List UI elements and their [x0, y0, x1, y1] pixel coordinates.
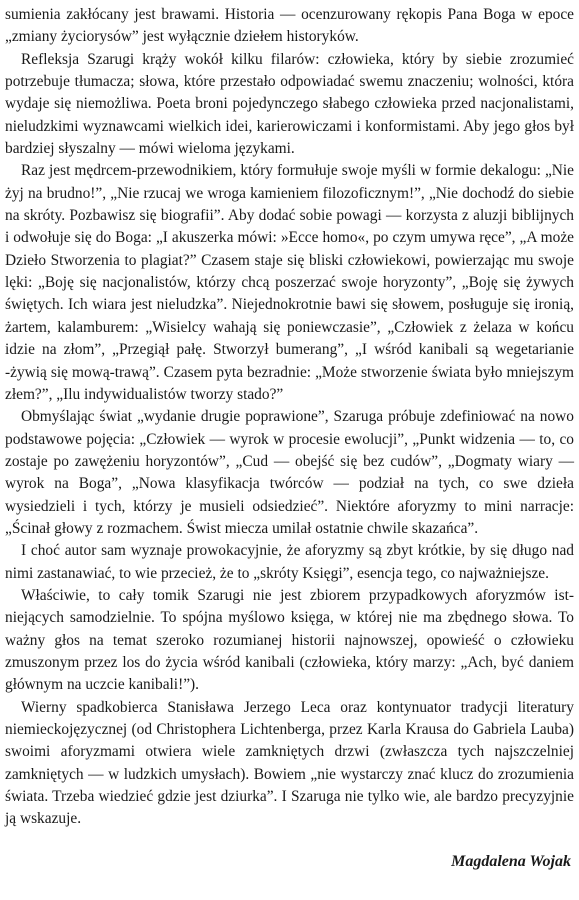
- paragraph-heir-of-lec: Wierny spadkobierca Stanisława Jerzego Leca oraz kontynuator tradycji literatury niemieckojęzycznej (od Christophera Lichtenberga, przez Karla Krausa do Gabriela Lauba) swoimi aforyzmami otwiera wiele zamkniętych drzwi (zwłaszcza tych najszczelniej zamkniętych — w ludzkich umysłach). Bowiem „nie wystarczy znać klucz do zrozumienia świata. Trzeba wiedzieć gdzie jest dziurka”. I Szaruga nie tylko wie, ale bardzo precyzyjnie ją wskazuje.: [5, 698, 574, 828]
- paragraph-reflection-pillars: Refleksja Szarugi krąży wokół kilku filarów: człowieka, który by siebie zrozumieć potrzebuje tłumacza; słowa, które przestało odpowiadać swemu znaczeniu; wolności, która wydaje się niemożliwa. Poeta broni pojedynczego słabego człowieka przed nacjonalistami, nieludzkimi wyznawcami wielkich idei, karierowiczami i konformistami. Aby jego głos był bardziej słyszalny — mówi wieloma językami.: [5, 50, 574, 158]
- paragraph-aphorisms-short: I choć autor sam wyznaje prowokacyjnie, że aforyzmy są zbyt krótkie, by się długo nad nimi zastanawiać, to wie przecież, że to „skróty Księgi”, esencja tego, co najważniejsze.: [5, 542, 574, 582]
- paragraph-sage-guide: Raz jest mędrcem-przewodnikiem, który formułuje swoje myśli w formie dekalogu: „Nie żyj na brudno!”, „Nie rzucaj we wroga kamieniem filozoficznym!”, „Nie dochodź do siebie na skróty. Pozbawisz się biografii”. Aby dodać sobie powagi — korzysta z aluzji biblijnych i odwołuje się do Boga: „I akuszerka mówi: »Ecce homo«, po czym umywa ręce”, „A może Dzieło Stworzenia to plagiat?” Czasem staje się bliski człowiekowi, powierzając mu swoje lęki: „Boję się nacjonalistów, którzy chcą poszerzać swoje horyzonty”, „Boję się żywych świętych. Ich wiara jest nieludzka”. Niejednokrotnie bawi się słowem, posługuje się ironią, żartem, kalamburem: „Wisielcy wahają się poniewczasie”, „Człowiek z żelaza w końcu idzie na złom”, „Przegiął pałę. Stworzył bumerang”, „I wśród kanibali są wegetarianie -żywią się mową-trawą”. Czasem pyta bezradnie: „Może stworzenie świata było mniejszym złem?”, „Ilu indywidualistów tworzy stado?”: [5, 162, 574, 403]
- article-body: [5, 4, 574, 831]
- author-signature: Magdalena Wojak: [451, 853, 571, 870]
- paragraph-world-second-edition: Obmyślając świat „wydanie drugie poprawione”, Szaruga próbuje zdefiniować na nowo podstawowe pojęcia: „Człowiek — wyrok w procesie ewolucji”, „Punkt widzenia — to, co zostaje po zawężeniu horyzontów”, „Cud — obejść się bez cudów”, „Dogmaty wiary — wyrok na Boga”, „Nowa klasyfikacja twórców — podział na tych, co swe dzieła wysiedzieli i tych, którzy je musieli odsiedzieć”. Niektóre aforyzmy to mini narracje: „Ścinał głowy z rozmachem. Świst miecza umilał ostatnie chwile skazańca”.: [5, 408, 574, 537]
- paragraph-coherent-book: Właściwie, to cały tomik Szarugi nie jest zbiorem przypadkowych aforyzmów istniejących samodzielnie. To spójna myślowo księga, w której nie ma zbędnego słowa. To ważny głos na temat szeroko rozumianej historii najnowszej, opowieść o człowieku zmuszonym przez los do życia wśród kanibali (człowieka, który marzy: „Ach, być daniem głównym na uczcie kanibali!”).: [5, 586, 574, 694]
- paragraph-continuation: sumienia zakłócany jest brawami. Historia — ocenzurowany rękopis Pana Boga w epoce „zmiany życiorysów” jest wyłącznie dziełem historyków.: [5, 6, 574, 46]
